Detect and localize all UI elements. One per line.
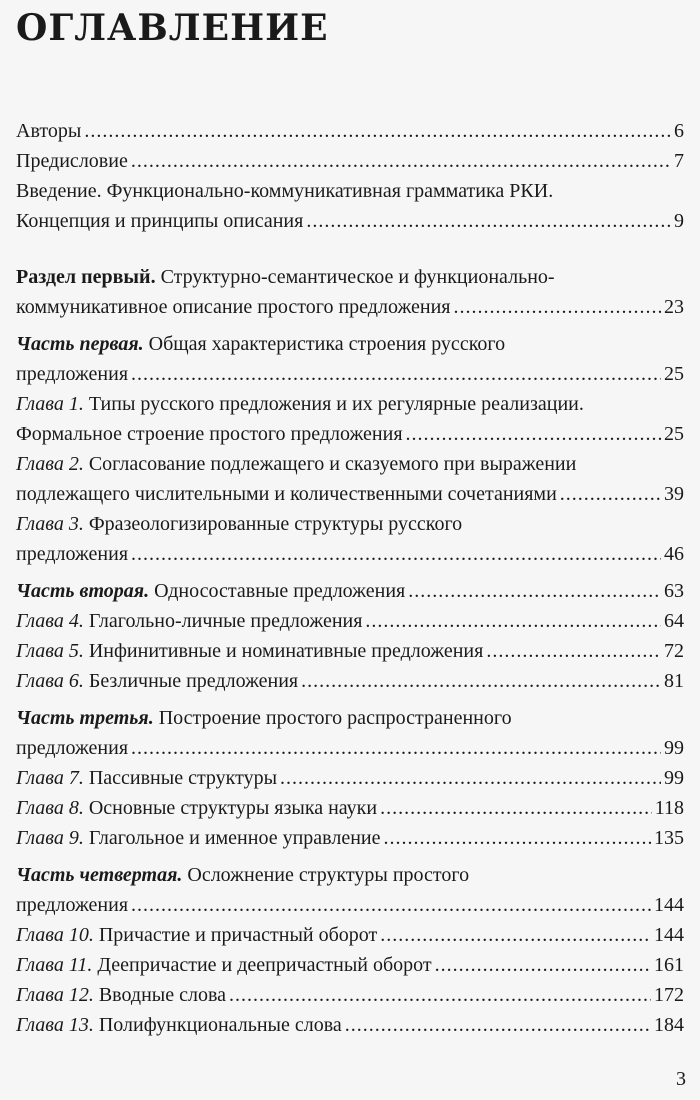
- dot-leader: [280, 763, 661, 793]
- toc-page-number: 64: [664, 610, 684, 632]
- toc-entry-label: Глава 10.: [16, 924, 94, 946]
- toc-entry-title: Основные структуры языка науки: [88, 797, 378, 819]
- toc-page-number: 72: [664, 640, 684, 662]
- toc-entry[interactable]: [16, 666, 684, 696]
- toc-entry-line: [16, 206, 684, 236]
- toc-entry[interactable]: [16, 262, 684, 322]
- toc-entry-label: Глава 8.: [16, 797, 84, 819]
- toc-page-number: 6: [674, 120, 684, 142]
- toc-entry-label: Глава 13.: [16, 1014, 94, 1036]
- toc-entry-line: [16, 509, 684, 539]
- toc-entry-title: Согласование подлежащего и сказуемого при выражении: [88, 453, 577, 475]
- toc-entry-line: [16, 606, 684, 636]
- toc-entry-label: Часть четвертая.: [16, 864, 183, 886]
- toc-entry-title: Пассивные структуры: [88, 767, 278, 789]
- toc-page-number: 135: [654, 827, 684, 849]
- toc-entry-title: Вводные слова: [98, 984, 227, 1006]
- toc-entry[interactable]: [16, 509, 684, 569]
- toc-entry[interactable]: [16, 449, 684, 509]
- toc-entry-line: [16, 116, 684, 146]
- toc-entry-title: подлежащего числительными и количественными сочетаниями: [16, 483, 557, 505]
- toc-page-number: 9: [674, 210, 684, 232]
- dot-leader: [383, 823, 651, 853]
- dot-leader: [131, 146, 671, 176]
- toc-entry-label: Раздел первый.: [16, 266, 156, 288]
- toc-page-number: 63: [664, 580, 684, 602]
- toc-entry-line: [16, 389, 684, 419]
- dot-leader: [406, 419, 661, 449]
- toc-entry-line: [16, 576, 684, 606]
- toc-page-number: 99: [664, 767, 684, 789]
- toc-entry[interactable]: [16, 636, 684, 666]
- toc-entry[interactable]: [16, 329, 684, 389]
- toc-entry-title: Введение. Функционально-коммуникативная грамматика РКИ.: [16, 180, 554, 202]
- toc-entry[interactable]: [16, 389, 684, 449]
- toc-entry-title: предложения: [16, 543, 129, 565]
- toc-entry-label: Глава 7.: [16, 767, 84, 789]
- toc-entry-line: [16, 793, 684, 823]
- dot-leader: [131, 359, 661, 389]
- dot-leader: [408, 576, 661, 606]
- toc-entry[interactable]: [16, 606, 684, 636]
- toc-entry-title: Инфинитивные и номинативные предложения: [88, 640, 484, 662]
- toc-entry-title: Безличные предложения: [88, 670, 299, 692]
- toc-entry[interactable]: [16, 146, 684, 176]
- toc-entry-label: Часть вторая.: [16, 580, 150, 602]
- toc-entry-line: [16, 763, 684, 793]
- toc-entry-line: [16, 860, 684, 890]
- toc-entry[interactable]: [16, 1010, 684, 1040]
- toc-entry[interactable]: [16, 576, 684, 606]
- toc-entry-line: [16, 359, 684, 389]
- toc-entry-label: Глава 12.: [16, 984, 94, 1006]
- toc-entry-line: [16, 479, 684, 509]
- toc-entry-line: [16, 449, 684, 479]
- toc-entry-title: Типы русского предложения и их регулярные реализации.: [88, 393, 584, 415]
- toc-entry-line: [16, 419, 684, 449]
- toc-page-number: 39: [664, 483, 684, 505]
- toc-entry-label: Глава 4.: [16, 610, 84, 632]
- toc-entry-line: [16, 733, 684, 763]
- toc-entry[interactable]: [16, 950, 684, 980]
- dot-leader: [560, 479, 661, 509]
- toc-entry-title: Глагольное и именное управление: [88, 827, 381, 849]
- toc-page-number: 161: [654, 954, 684, 976]
- toc-page-number: 46: [664, 543, 684, 565]
- toc-entry[interactable]: [16, 793, 684, 823]
- dot-leader: [365, 606, 661, 636]
- toc-entry-label: Глава 6.: [16, 670, 84, 692]
- dot-leader: [131, 890, 651, 920]
- toc-entry-title: Глагольно-личные предложения: [88, 610, 363, 632]
- dot-leader: [435, 950, 651, 980]
- toc-entry-line: [16, 950, 684, 980]
- toc-entry-title: Фразеологизированные структуры русского: [88, 513, 463, 535]
- toc-entry[interactable]: [16, 980, 684, 1010]
- page-number: 3: [676, 1068, 686, 1090]
- toc-entry-label: Глава 3.: [16, 513, 84, 535]
- toc-entry[interactable]: [16, 920, 684, 950]
- toc-entry-line: [16, 666, 684, 696]
- toc-entry-title: Общая характеристика строения русского: [148, 333, 506, 355]
- toc-entry-label: Глава 1.: [16, 393, 84, 415]
- toc-entry-title: Деепричастие и деепричастный оборот: [97, 954, 432, 976]
- toc-entry-title: Предисловие: [16, 150, 128, 172]
- toc-entry-title: Концепция и принципы описания: [16, 210, 304, 232]
- toc-entry-title: предложения: [16, 737, 129, 759]
- dot-leader: [84, 116, 671, 146]
- toc-page-number: 7: [674, 150, 684, 172]
- toc-entry-line: [16, 292, 684, 322]
- dot-leader: [301, 666, 661, 696]
- toc-entry-label: Часть первая.: [16, 333, 144, 355]
- toc-entry[interactable]: [16, 116, 684, 146]
- dot-leader: [306, 206, 671, 236]
- dot-leader: [486, 636, 661, 666]
- dot-leader: [229, 980, 651, 1010]
- table-of-contents: [16, 116, 684, 1040]
- toc-entry-line: [16, 1010, 684, 1040]
- dot-leader: [131, 539, 661, 569]
- dot-leader: [380, 793, 652, 823]
- dot-leader: [131, 733, 661, 763]
- toc-entry-title: Причастие и причастный оборот: [98, 924, 378, 946]
- toc-entry-line: [16, 636, 684, 666]
- toc-entry-line: [16, 980, 684, 1010]
- toc-entry-line: [16, 146, 684, 176]
- dot-leader: [453, 292, 661, 322]
- toc-entry-line: [16, 176, 684, 206]
- toc-entry-line: [16, 539, 684, 569]
- toc-entry-line: [16, 920, 684, 950]
- toc-page-number: 25: [664, 363, 684, 385]
- toc-entry-title: предложения: [16, 363, 129, 385]
- toc-entry-label: Глава 2.: [16, 453, 84, 475]
- toc-entry-title: предложения: [16, 894, 129, 916]
- toc-page-number: 184: [654, 1014, 684, 1036]
- toc-entry[interactable]: [16, 823, 684, 853]
- toc-entry-title: Построение простого распространенного: [158, 707, 512, 729]
- toc-page-number: 144: [654, 894, 684, 916]
- toc-entry[interactable]: [16, 703, 684, 763]
- toc-entry[interactable]: [16, 860, 684, 920]
- toc-page-number: 25: [664, 423, 684, 445]
- toc-page-number: 172: [654, 984, 684, 1006]
- toc-entry-title: Односоставные предложения: [154, 580, 406, 602]
- toc-entry[interactable]: [16, 763, 684, 793]
- toc-entry-line: [16, 262, 684, 292]
- toc-page-number: 118: [654, 797, 684, 819]
- dot-leader: [345, 1010, 651, 1040]
- toc-entry-title: коммуникативное описание простого предложения: [16, 296, 451, 318]
- toc-entry-label: Часть третья.: [16, 707, 154, 729]
- page-title: ОГЛАВЛЕНИЕ: [16, 7, 329, 49]
- toc-entry-title: Авторы: [16, 120, 82, 142]
- toc-page-number: 99: [664, 737, 684, 759]
- toc-entry-line: [16, 890, 684, 920]
- toc-entry-label: Глава 11.: [16, 954, 93, 976]
- toc-entry-title: Полифункциональные слова: [98, 1014, 342, 1036]
- toc-entry-line: [16, 823, 684, 853]
- toc-entry-line: [16, 703, 684, 733]
- toc-page-number: 81: [664, 670, 684, 692]
- toc-entry-title: Формальное строение простого предложения: [16, 423, 403, 445]
- dot-leader: [380, 920, 651, 950]
- toc-entry-label: Глава 9.: [16, 827, 84, 849]
- toc-entry-line: [16, 329, 684, 359]
- toc-entry[interactable]: [16, 176, 684, 236]
- toc-entry-title: Осложнение структуры простого: [187, 864, 470, 886]
- toc-page-number: 23: [664, 296, 684, 318]
- toc-page-number: 144: [654, 924, 684, 946]
- toc-entry-title: Структурно-семантическое и функционально-: [160, 266, 555, 288]
- toc-entry-label: Глава 5.: [16, 640, 84, 662]
